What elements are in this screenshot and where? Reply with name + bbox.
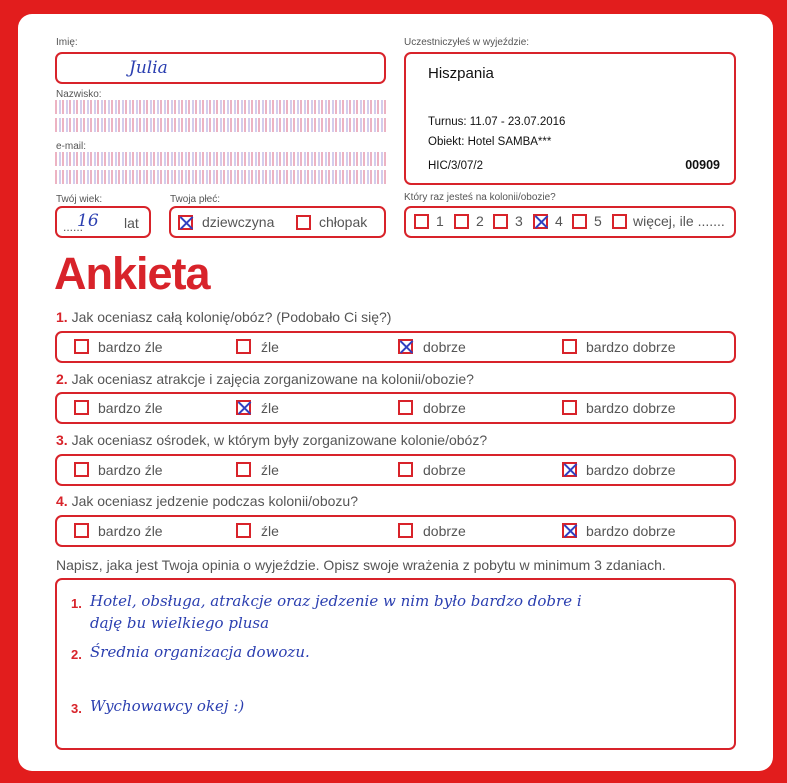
q1-checkbox-zle[interactable] [236,339,251,354]
opinion-line-1: Hotel, obsługa, atrakcje oraz jedzenie w nim było bardzo dobre i [90,592,582,610]
times-checkbox-4[interactable] [533,214,548,229]
q3-checkbox-zle[interactable] [236,462,251,477]
opinion-num-3: 3. [71,701,82,716]
opinion-num-2: 2. [71,647,82,662]
question-3-title: 3. Jak oceniasz ośrodek, w którym były zorganizowane kolonie/obóz? [56,432,488,448]
q3-option-bardzo-zle: bardzo źle [98,462,163,478]
q1-option-zle: źle [261,339,279,355]
name-field[interactable] [55,52,386,84]
q1-checkbox-bardzo-dobrze[interactable] [562,339,577,354]
opinion-num-1: 1. [71,596,82,611]
opinion-line-1b: daję bu wielkiego plusa [90,614,270,632]
trip-turnus: Turnus: 11.07 - 23.07.2016 [428,116,566,128]
q4-option-bardzo-dobrze: bardzo dobrze [586,523,676,539]
gender-option-dziewczyna: dziewczyna [202,214,275,230]
q4-checkbox-zle[interactable] [236,523,251,538]
times-option-1: 1 [436,213,444,229]
times-checkbox-more[interactable] [612,214,627,229]
age-dots: ...... [63,220,84,234]
q3-option-zle: źle [261,462,279,478]
q1-option-bardzo-dobrze: bardzo dobrze [586,339,676,355]
q2-checkbox-dobrze[interactable] [398,400,413,415]
q4-option-bardzo-zle: bardzo źle [98,523,163,539]
times-option-more: więcej, ile ....... [633,213,725,229]
q3-option-bardzo-dobrze: bardzo dobrze [586,462,676,478]
email-redacted-2 [55,170,386,184]
surname-redacted [55,100,386,114]
q4-checkbox-bardzo-zle[interactable] [74,523,89,538]
q3-checkbox-bardzo-dobrze[interactable] [562,462,577,477]
q4-option-zle: źle [261,523,279,539]
name-value: Julia [129,58,168,78]
question-4-title: 4. Jak oceniasz jedzenie podczas kolonii/obozu? [56,493,358,509]
q1-checkbox-dobrze[interactable] [398,339,413,354]
times-checkbox-1[interactable] [414,214,429,229]
question-2-title: 2. Jak oceniasz atrakcje i zajęcia zorganizowane na kolonii/obozie? [56,371,474,387]
trip-destination: Hiszpania [428,65,494,82]
q4-option-dobrze: dobrze [423,523,466,539]
q3-checkbox-dobrze[interactable] [398,462,413,477]
gender-checkbox-dziewczyna[interactable] [178,215,193,230]
q1-option-bardzo-zle: bardzo źle [98,339,163,355]
gender-checkbox-chlopak[interactable] [296,215,311,230]
trip-code: HIC/3/07/2 [428,160,483,172]
email-label: e-mail: [56,141,87,152]
trip-number: 00909 [685,158,720,172]
age-label: Twój wiek: [56,194,103,205]
email-redacted [55,152,386,166]
times-option-2: 2 [476,213,484,229]
q4-checkbox-bardzo-dobrze[interactable] [562,523,577,538]
name-label: Imię: [56,37,78,48]
q1-checkbox-bardzo-zle[interactable] [74,339,89,354]
q2-option-bardzo-dobrze: bardzo dobrze [586,400,676,416]
q2-checkbox-bardzo-zle[interactable] [74,400,89,415]
opinion-prompt: Napisz, jaka jest Twoja opinia o wyjeździe. Opisz swoje wrażenia z pobytu w minimum 3 zdaniach. [56,557,666,573]
opinion-field[interactable] [55,578,736,750]
q2-checkbox-bardzo-dobrze[interactable] [562,400,577,415]
q2-option-bardzo-zle: bardzo źle [98,400,163,416]
q2-option-zle: źle [261,400,279,416]
q4-checkbox-dobrze[interactable] [398,523,413,538]
question-1-title: 1. Jak oceniasz całą kolonię/obóz? (Podobało Ci się?) [56,309,392,325]
q3-checkbox-bardzo-zle[interactable] [74,462,89,477]
times-checkbox-3[interactable] [493,214,508,229]
times-option-4: 4 [555,213,563,229]
trip-info-box [404,52,736,185]
times-checkbox-2[interactable] [454,214,469,229]
q1-option-dobrze: dobrze [423,339,466,355]
gender-option-chlopak: chłopak [319,214,368,230]
surname-label: Nazwisko: [56,89,102,100]
q2-option-dobrze: dobrze [423,400,466,416]
times-label: Który raz jesteś na kolonii/obozie? [404,192,556,203]
survey-title: Ankieta [54,248,210,299]
q2-checkbox-zle[interactable] [236,400,251,415]
age-value: 16 [77,211,99,231]
gender-label: Twoja płeć: [170,194,221,205]
surname-redacted-2 [55,118,386,132]
opinion-line-2: Średnia organizacja dowozu. [90,643,310,661]
trip-obiekt: Obiekt: Hotel SAMBA*** [428,136,552,148]
q3-option-dobrze: dobrze [423,462,466,478]
times-option-5: 5 [594,213,602,229]
age-unit: lat [124,215,139,231]
trip-label: Uczestniczyłeś w wyjeździe: [404,37,530,48]
age-field[interactable] [55,206,151,238]
times-checkbox-5[interactable] [572,214,587,229]
times-option-3: 3 [515,213,523,229]
opinion-line-3: Wychowawcy okej :) [90,697,245,715]
